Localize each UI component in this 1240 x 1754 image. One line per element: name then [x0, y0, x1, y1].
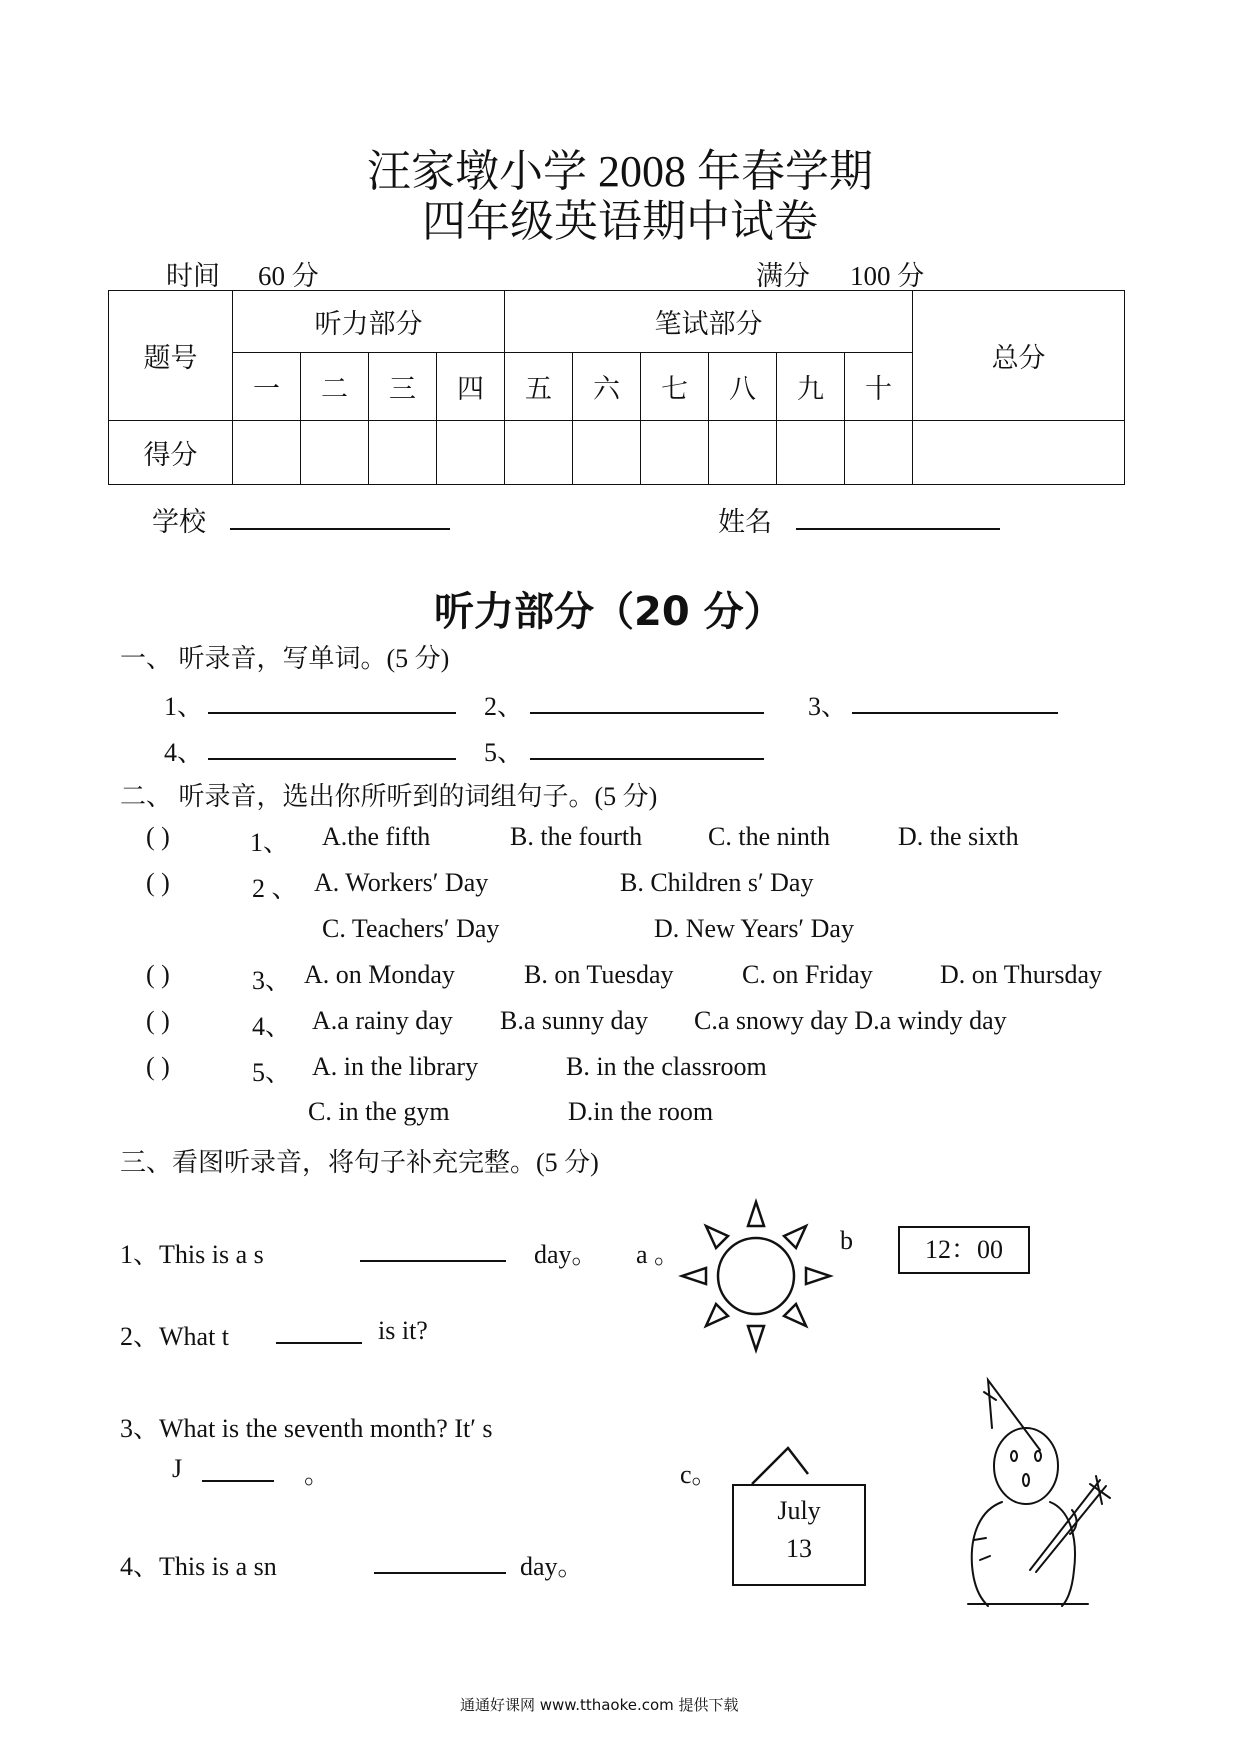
- question-number-cell: 五: [505, 353, 573, 421]
- option-a: A.a rainy day: [312, 1006, 453, 1035]
- calendar-card: [732, 1484, 866, 1586]
- part1-item-number: 4、: [164, 738, 204, 767]
- school-label: 学校: [152, 507, 206, 537]
- footer-credit: 通通好课网 www.tthaoke.com 提供下载: [460, 1696, 739, 1714]
- sentence3-blank[interactable]: [202, 1480, 274, 1482]
- sentence2-end: is it?: [378, 1316, 428, 1345]
- question-number-cell: 一: [233, 353, 301, 421]
- question-number-cell: 四: [437, 353, 505, 421]
- question-number-cell: 七: [641, 353, 709, 421]
- question-number: 5、: [252, 1058, 292, 1087]
- sentence3-start: J: [172, 1454, 183, 1483]
- option-a: A. in the library: [312, 1052, 479, 1081]
- answer-blank[interactable]: [208, 712, 456, 714]
- question-number-cell: 八: [709, 353, 777, 421]
- part1-item-number: 2、: [484, 692, 524, 721]
- clock-time: 12：00: [924, 1235, 1003, 1264]
- sentence3-end: 。: [304, 1460, 331, 1489]
- score-cell[interactable]: [369, 421, 437, 485]
- clock-box: [898, 1226, 1030, 1274]
- answer-paren[interactable]: ( ): [146, 1052, 170, 1081]
- option-a: A.the fifth: [322, 822, 431, 851]
- sentence4-blank[interactable]: [374, 1572, 506, 1574]
- part2-heading: 二、 听录音，选出你所听到的词组句子。(5 分): [120, 782, 658, 811]
- score-cell[interactable]: [573, 421, 641, 485]
- snowman-icon: [950, 1360, 1130, 1620]
- part1-item-number: 3、: [808, 692, 848, 721]
- answer-paren[interactable]: ( ): [146, 822, 170, 851]
- score-cell[interactable]: [845, 421, 913, 485]
- question-number: 2 、: [252, 874, 298, 903]
- option-c: C. on Friday: [742, 960, 873, 989]
- score-cell[interactable]: [709, 421, 777, 485]
- option-d: D. on Thursday: [940, 960, 1103, 989]
- option-b: B. in the classroom: [566, 1052, 767, 1081]
- name-blank[interactable]: [796, 528, 1000, 530]
- sentence1-start: 1、This is a s: [120, 1240, 264, 1269]
- option-d: D.in the room: [568, 1097, 714, 1126]
- option-b: B. on Tuesday: [524, 960, 674, 989]
- sentence3-line1: 3、What is the seventh month? It′ s: [120, 1414, 493, 1443]
- total-header: 总分: [913, 291, 1125, 421]
- answer-paren[interactable]: ( ): [146, 1006, 170, 1035]
- question-number-header: 题号: [109, 291, 233, 421]
- answer-blank[interactable]: [530, 758, 764, 760]
- answer-blank[interactable]: [852, 712, 1058, 714]
- question-number: 1、: [250, 828, 290, 857]
- sentence4-start: 4、This is a sn: [120, 1552, 277, 1581]
- score-row-label: 得分: [109, 421, 233, 485]
- option-c: C. the ninth: [708, 822, 831, 851]
- sentence4-end: day。: [520, 1552, 584, 1581]
- option-b: B. the fourth: [510, 822, 643, 851]
- exam-title-line1: 汪家墩小学 2008 年春学期: [367, 147, 873, 196]
- score-cell[interactable]: [641, 421, 709, 485]
- sun-icon: [676, 1196, 836, 1356]
- option-c: C.a snowy day D.a windy day: [694, 1006, 1007, 1035]
- option-c: C. Teachers′ Day: [322, 914, 500, 943]
- question-number-cell: 九: [777, 353, 845, 421]
- option-c: C. in the gym: [308, 1097, 450, 1126]
- school-blank[interactable]: [230, 528, 450, 530]
- answer-blank[interactable]: [208, 758, 456, 760]
- sentence1-blank[interactable]: [360, 1260, 506, 1262]
- option-b: B.a sunny day: [500, 1006, 649, 1035]
- exam-title-line2: 四年级英语期中试卷: [422, 197, 818, 246]
- option-a: A. on Monday: [304, 960, 455, 989]
- answer-blank[interactable]: [530, 712, 764, 714]
- sentence2-start: 2、What t: [120, 1322, 230, 1351]
- option-d: D. the sixth: [898, 822, 1019, 851]
- score-cell[interactable]: [233, 421, 301, 485]
- calendar-day: 13: [786, 1534, 812, 1563]
- part1-heading: 一、 听录音，写单词。(5 分): [120, 644, 450, 673]
- time-label: 时间: [166, 261, 220, 291]
- part1-item-number: 1、: [164, 692, 204, 721]
- listening-section-title: 听力部分（20 分）: [434, 589, 784, 635]
- sentence1-end: day。: [534, 1240, 598, 1269]
- question-number: 4、: [252, 1012, 292, 1041]
- question-number-cell: 六: [573, 353, 641, 421]
- question-number-cell: 十: [845, 353, 913, 421]
- total-score-cell[interactable]: [913, 421, 1125, 485]
- question-number: 3、: [252, 966, 292, 995]
- written-header: 笔试部分: [505, 291, 913, 353]
- score-cell[interactable]: [301, 421, 369, 485]
- question-number-cell: 三: [369, 353, 437, 421]
- score-cell[interactable]: [777, 421, 845, 485]
- part3-heading: 三、看图听录音，将句子补充完整。(5 分): [120, 1148, 599, 1177]
- calendar-hanger-icon: [750, 1440, 810, 1486]
- full-marks-label: 满分: [756, 261, 810, 291]
- score-table: [108, 290, 1125, 485]
- calendar-month: July: [777, 1496, 821, 1525]
- question-number-cell: 二: [301, 353, 369, 421]
- answer-paren[interactable]: ( ): [146, 960, 170, 989]
- picture-label-c: c。: [680, 1460, 718, 1489]
- picture-label-b: b: [840, 1226, 853, 1255]
- option-b: B. Children s′ Day: [620, 868, 814, 897]
- name-label: 姓名: [718, 507, 772, 537]
- sentence2-blank[interactable]: [276, 1342, 362, 1344]
- score-cell[interactable]: [505, 421, 573, 485]
- score-cell[interactable]: [437, 421, 505, 485]
- answer-paren[interactable]: ( ): [146, 868, 170, 897]
- full-marks-value: 100 分: [850, 261, 925, 291]
- option-a: A. Workers′ Day: [314, 868, 489, 897]
- listening-header: 听力部分: [233, 291, 505, 353]
- option-d: D. New Years′ Day: [654, 914, 854, 943]
- picture-label-a: a 。: [636, 1240, 681, 1269]
- time-value: 60 分: [258, 261, 319, 291]
- part1-item-number: 5、: [484, 738, 524, 767]
